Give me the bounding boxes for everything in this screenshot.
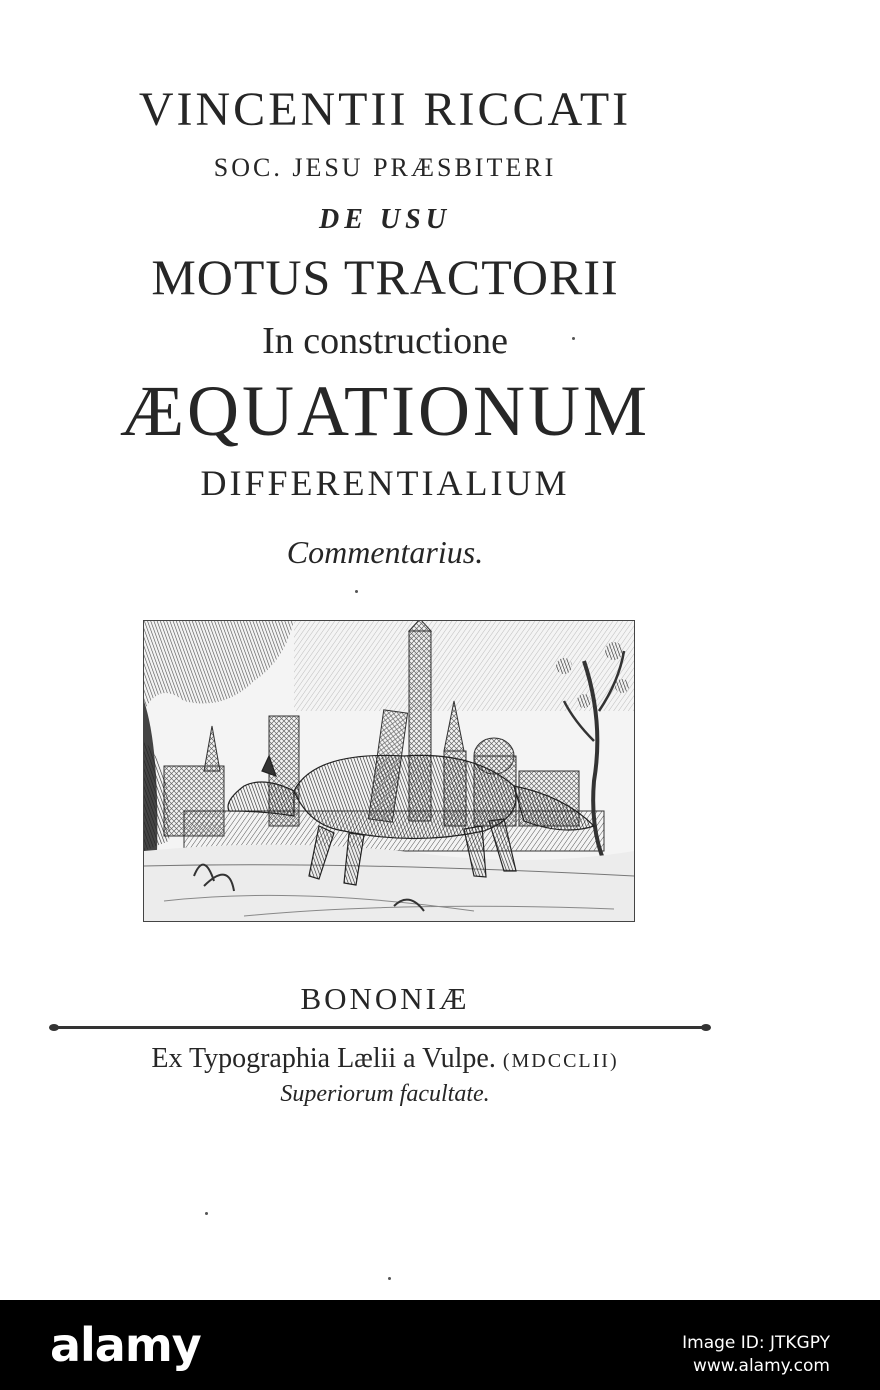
imprint-line xyxy=(0,1045,770,1073)
title-commentarius: Commentarius. xyxy=(286,534,484,570)
title-differentialium: DIFFERENTIALIUM xyxy=(200,463,570,503)
imprint-city: BONONIÆ xyxy=(300,981,470,1016)
paper-speck xyxy=(572,337,575,340)
title-aequationum: ÆQUATIONUM xyxy=(120,371,650,451)
paper-speck xyxy=(205,1212,208,1215)
site-url-text: www.alamy.com xyxy=(692,1355,830,1376)
divider-rule xyxy=(52,1026,708,1029)
watermark-footer-bar xyxy=(0,1300,880,1390)
paper-speck xyxy=(388,1277,391,1280)
title-in-constructione: In constructione xyxy=(262,320,508,362)
author-name: VINCENTII RICCATI xyxy=(138,83,632,136)
image-id-text: Image ID: JTKGPY xyxy=(682,1333,830,1353)
fox-engraving-image xyxy=(143,620,635,922)
paper-speck xyxy=(355,590,358,593)
title-de-usu: DE USU xyxy=(319,204,451,235)
imprint-year: (MDCCLII) xyxy=(502,1050,619,1072)
stock-image-info xyxy=(682,1332,830,1378)
alamy-logo: alamy xyxy=(50,1318,201,1372)
author-order: SOC. JESU PRÆSBITERI xyxy=(213,153,557,182)
permission-line: Superiorum facultate. xyxy=(280,1081,490,1107)
engraving-illustration xyxy=(144,621,634,921)
imprint-printer: Ex Typographia Lælii a Vulpe. xyxy=(151,1043,496,1074)
title-motus-tractorii: MOTUS TRACTORII xyxy=(151,249,619,305)
